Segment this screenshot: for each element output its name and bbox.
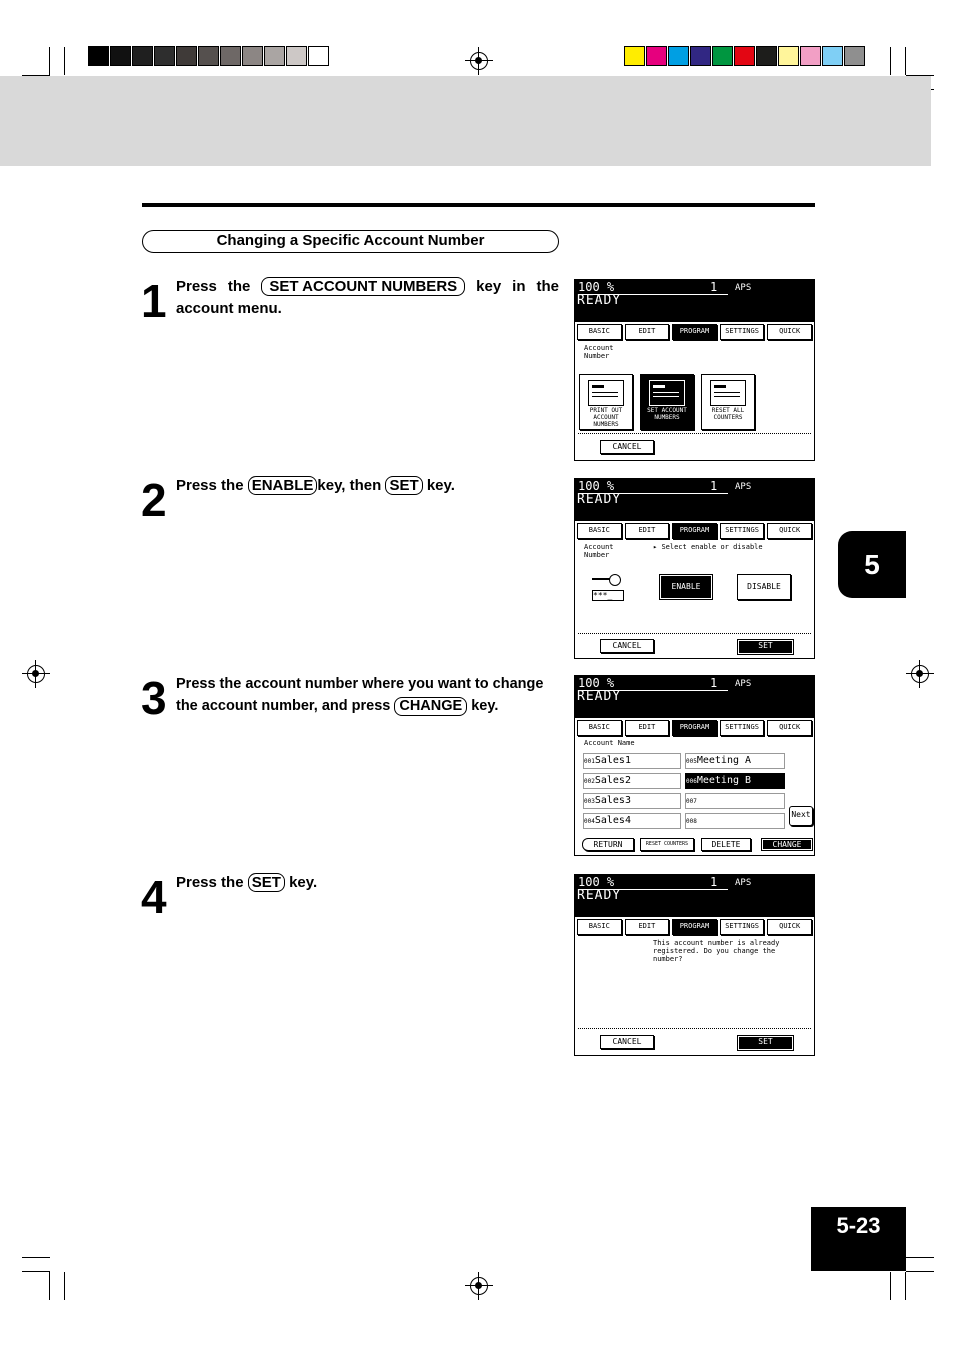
status-message: READY — [577, 689, 622, 704]
tab-program[interactable]: PROGRAM — [672, 720, 717, 736]
step-text-part: Press the account number where you want to change the account number, and press — [176, 676, 544, 714]
tab-edit[interactable]: EDIT — [625, 523, 670, 539]
crop-mark — [890, 47, 891, 75]
crop-mark — [64, 47, 65, 75]
control-panel-screen-4 — [574, 874, 815, 1056]
control-panel-screen-3 — [574, 675, 815, 856]
crop-mark — [906, 1271, 934, 1272]
gray-swatch — [242, 46, 263, 66]
crop-mark — [905, 1272, 906, 1300]
account-number: 006 — [686, 778, 697, 785]
crop-mark — [49, 47, 50, 75]
account-entry[interactable] — [685, 753, 785, 769]
mode-tabs — [577, 523, 812, 539]
account-entry[interactable] — [583, 773, 681, 789]
reset-all-counters-button[interactable] — [701, 374, 755, 430]
key-label: SET — [385, 476, 422, 495]
screen-label: Account Number — [584, 344, 614, 360]
tab-program[interactable]: PROGRAM — [672, 324, 717, 340]
gray-swatch — [110, 46, 131, 66]
tab-quick[interactable]: QUICK — [767, 720, 812, 736]
mode-tabs — [577, 324, 812, 340]
divider — [578, 633, 811, 634]
account-number: 007 — [686, 798, 697, 805]
next-button[interactable]: Next — [789, 806, 813, 826]
gray-swatch — [132, 46, 153, 66]
paper-readout: APS — [735, 482, 752, 492]
divider — [578, 1028, 811, 1029]
cancel-button[interactable]: CANCEL — [600, 440, 654, 454]
set-account-numbers-button[interactable] — [640, 374, 694, 430]
return-button[interactable]: RETURN — [582, 838, 634, 851]
step-text — [176, 872, 559, 894]
step-number: 4 — [141, 871, 167, 923]
crop-mark — [906, 1257, 934, 1258]
counter-icon — [710, 380, 746, 406]
account-entry[interactable] — [583, 793, 681, 809]
tab-basic[interactable]: BASIC — [577, 720, 622, 736]
tab-quick[interactable]: QUICK — [767, 324, 812, 340]
step-number: 3 — [141, 672, 167, 724]
color-swatch — [822, 46, 843, 66]
account-number: 001 — [584, 758, 595, 765]
tile-label: SET ACCOUNT NUMBERS — [647, 407, 687, 421]
account-name: Sales3 — [594, 795, 631, 806]
print-out-account-numbers-button[interactable] — [579, 374, 633, 430]
screen-label: Account Name — [584, 739, 635, 747]
divider — [578, 433, 811, 434]
zoom-readout: 100 % — [578, 479, 728, 494]
screen-label: Account Number — [584, 543, 614, 559]
paper-readout: APS — [735, 679, 752, 689]
step-number: 2 — [141, 474, 167, 526]
color-swatch — [690, 46, 711, 66]
step-text-part: key in the account menu. — [176, 278, 559, 317]
copies-readout: 1 — [710, 676, 718, 690]
key-label: SET ACCOUNT NUMBERS — [261, 277, 465, 296]
change-button[interactable]: CHANGE — [761, 838, 813, 851]
masked-code: ***_ — [592, 590, 624, 601]
mode-tabs — [577, 919, 812, 935]
account-number: 002 — [584, 778, 595, 785]
account-entry[interactable] — [685, 793, 785, 809]
tab-edit[interactable]: EDIT — [625, 720, 670, 736]
registration-mark-icon — [27, 665, 45, 683]
prompt-label: Select enable or disable — [661, 543, 763, 551]
account-number: 008 — [686, 818, 697, 825]
crop-mark — [22, 1271, 50, 1272]
registration-mark-icon — [911, 665, 929, 683]
step-text-part: key, then — [317, 477, 382, 494]
tab-settings[interactable]: SETTINGS — [720, 324, 765, 340]
color-swatch — [734, 46, 755, 66]
disable-button[interactable]: DISABLE — [737, 574, 791, 600]
zoom-readout: 100 % — [578, 280, 728, 295]
tab-settings[interactable]: SETTINGS — [720, 919, 765, 935]
gray-swatch — [308, 46, 329, 66]
step-text-part: key. — [471, 698, 499, 714]
zoom-readout: 100 % — [578, 676, 728, 691]
mode-tabs — [577, 720, 812, 736]
step-text — [176, 673, 566, 717]
section-rule — [142, 203, 815, 207]
color-swatch — [668, 46, 689, 66]
set-button[interactable]: SET — [737, 1035, 794, 1051]
gray-swatch — [264, 46, 285, 66]
account-name: Meeting A — [696, 755, 752, 766]
header-band — [0, 76, 931, 166]
account-number: 004 — [584, 818, 595, 825]
status-message: READY — [577, 293, 622, 308]
status-message: READY — [577, 888, 622, 903]
gray-swatch — [176, 46, 197, 66]
account-number: 005 — [686, 758, 697, 765]
crop-mark — [890, 1272, 891, 1300]
account-name: Sales4 — [594, 815, 631, 826]
step-text-part: key. — [289, 874, 318, 891]
key-label: CHANGE — [394, 697, 467, 716]
color-swatch — [800, 46, 821, 66]
step-text-part: Press the — [176, 874, 244, 891]
crop-mark — [905, 47, 906, 75]
set-button[interactable]: SET — [737, 639, 794, 655]
key-label: ENABLE — [248, 476, 318, 495]
account-number: 003 — [584, 798, 595, 805]
step-text-part: key. — [426, 477, 455, 494]
step-text-part: Press the — [176, 477, 244, 494]
status-area — [575, 875, 814, 917]
tab-settings[interactable]: SETTINGS — [720, 720, 765, 736]
account-entry[interactable] — [583, 753, 681, 769]
color-swatch — [646, 46, 667, 66]
step-number: 1 — [141, 275, 167, 327]
color-swatch — [844, 46, 865, 66]
prompt-text: ▸ Select enable or disable — [653, 543, 763, 551]
status-area — [575, 280, 814, 322]
account-name: Sales2 — [594, 775, 631, 786]
step-text — [176, 276, 559, 320]
crop-mark — [49, 1272, 50, 1300]
section-title: Changing a Specific Account Number — [142, 230, 559, 253]
account-entry[interactable] — [583, 813, 681, 829]
printer-icon — [588, 380, 624, 406]
gray-swatch — [220, 46, 241, 66]
copies-readout: 1 — [710, 479, 718, 493]
cancel-button[interactable]: CANCEL — [600, 1035, 654, 1049]
status-area — [575, 479, 814, 521]
confirmation-message: This account number is already registered. Do you change the number? — [653, 939, 780, 963]
tab-basic[interactable]: BASIC — [577, 523, 622, 539]
key-icon — [592, 574, 622, 586]
account-name: Meeting B — [696, 775, 752, 786]
delete-button[interactable]: DELETE — [701, 838, 751, 851]
copies-readout: 1 — [710, 875, 718, 889]
account-name: Sales1 — [594, 755, 631, 766]
tab-program[interactable]: PROGRAM — [672, 523, 717, 539]
gray-swatch — [198, 46, 219, 66]
cancel-button[interactable]: CANCEL — [600, 639, 654, 653]
tab-basic[interactable]: BASIC — [577, 919, 622, 935]
reset-counters-button[interactable]: RESET COUNTERS — [640, 838, 694, 851]
crop-mark — [64, 1272, 65, 1300]
color-swatch — [756, 46, 777, 66]
status-message: READY — [577, 492, 622, 507]
color-swatch — [712, 46, 733, 66]
paper-readout: APS — [735, 878, 752, 888]
tab-program[interactable]: PROGRAM — [672, 919, 717, 935]
tab-quick[interactable]: QUICK — [767, 523, 812, 539]
control-panel-screen-1 — [574, 279, 815, 461]
enable-button[interactable]: ENABLE — [659, 574, 713, 600]
tile-label: RESET ALL COUNTERS — [711, 407, 745, 421]
tab-quick[interactable]: QUICK — [767, 919, 812, 935]
account-entry[interactable] — [685, 773, 785, 789]
tab-settings[interactable]: SETTINGS — [720, 523, 765, 539]
registration-mark-icon — [470, 1277, 488, 1295]
gray-swatch — [154, 46, 175, 66]
registration-mark-icon — [470, 52, 488, 70]
key-label: SET — [248, 873, 285, 892]
gray-swatch — [286, 46, 307, 66]
tab-basic[interactable]: BASIC — [577, 324, 622, 340]
tab-edit[interactable]: EDIT — [625, 919, 670, 935]
color-swatch — [778, 46, 799, 66]
zoom-readout: 100 % — [578, 875, 728, 890]
copies-readout: 1 — [710, 280, 718, 294]
step-text-part: Press the — [176, 278, 251, 295]
page-number: 5-23 — [811, 1207, 906, 1271]
paper-readout: APS — [735, 283, 752, 293]
tab-edit[interactable]: EDIT — [625, 324, 670, 340]
status-area — [575, 676, 814, 718]
keyboard-icon — [649, 380, 685, 406]
gray-swatch — [88, 46, 109, 66]
crop-mark — [22, 1257, 50, 1258]
color-swatch — [624, 46, 645, 66]
chapter-tab: 5 — [838, 531, 906, 598]
step-text — [176, 475, 559, 497]
tile-label: PRINT OUT ACCOUNT NUMBERS — [589, 407, 623, 428]
control-panel-screen-2 — [574, 478, 815, 659]
account-entry[interactable] — [685, 813, 785, 829]
